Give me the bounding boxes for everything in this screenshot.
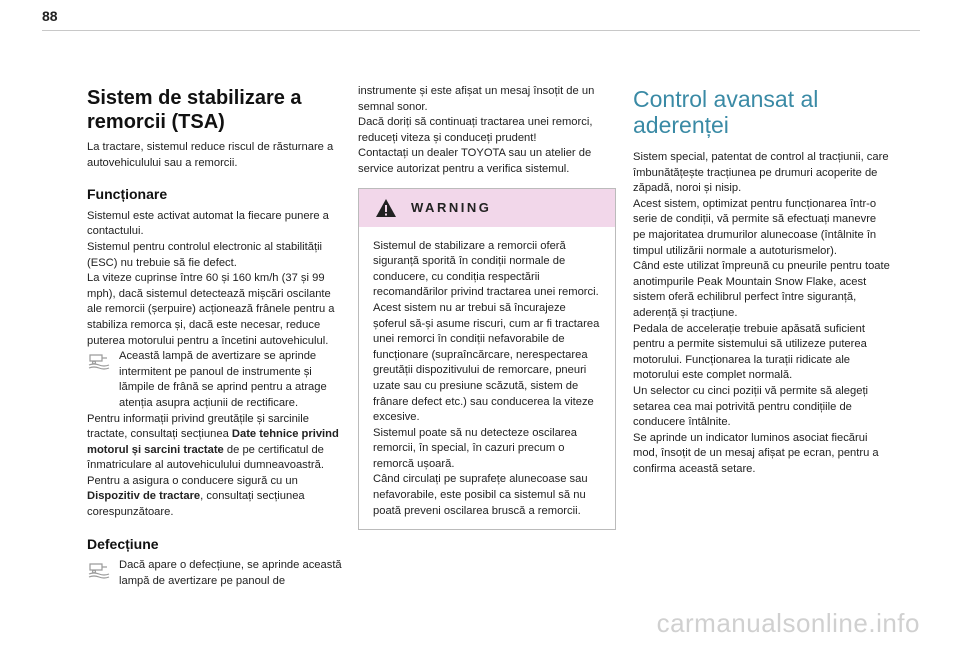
column-1 [87, 86, 345, 589]
column-2 [358, 84, 616, 530]
lamp-note [87, 349, 345, 411]
text-run: Pentru a asigura o conducere sigură cu un [87, 474, 298, 487]
warning-header [359, 189, 615, 227]
heading-defectiune: Defecțiune [87, 535, 159, 552]
paragraph: La viteze cuprinse între 60 și 160 km/h (37 și 99 mph), dacă sistemul detectează mișcări oscilante ale remorcii (șerpuire) acționează frânele pentru a stabiliza remorca și, dacă este necesar, reduce puterea motorului pentru a încetini autovehiculul. [87, 272, 335, 347]
paragraph: Dacă doriți să continuați tractarea unei remorci, reduceți viteza și conduceți prudent! [358, 116, 593, 144]
paragraph: Sistemul pentru controlul electronic al stabilității (ESC) nu trebuie să fie defect. [87, 240, 323, 269]
section-title-tsa: Sistem de stabilizare a remorcii (TSA) [87, 87, 302, 133]
paragraph: Se aprinde un indicator luminos asociat fiecărui mod, însoțit de un mesaj afișat pe ecran, pentru a confirma această setare. [633, 431, 879, 475]
paragraph: Un selector cu cinci poziții vă permite să alegeți setarea cea mai potrivită pentru condițiile de conducere întâlnite. [633, 384, 869, 429]
paragraph [87, 412, 345, 474]
column-3 [633, 86, 891, 477]
paragraph: instrumente și este afișat un mesaj însoțit de un semnal sonor. [358, 85, 595, 113]
warning-triangle-icon [375, 198, 397, 218]
warning-body [359, 227, 615, 530]
paragraph: Pedala de accelerație trebuie apăsată suficient pentru a permite sistemului să utilizeze puterea motorului. Funcționarea la turații ridicate ale motorului este complet normală. [633, 322, 867, 382]
paragraph: Acest sistem, optimizat pentru funcționarea într-o serie de condiții, vă permite să efectuați manevre pe majoritatea drumurilor alunecoase (întâlnite în timpul utilizării normale a autoturismelor). [633, 197, 877, 257]
warning-paragraph: Când circulați pe suprafețe alunecoase sau nefavorabile, este posibil ca sistemul să nu poată preveni oscilarea bruscă a remorcii. [373, 473, 588, 517]
warning-paragraph: Sistemul poate să nu detecteze oscilarea remorcii, în special, în cazuri precum o remorcă ușoară. [373, 426, 577, 470]
paragraph: Sistem special, patentat de control al tracțiunii, care îmbunătățește tracțiunea pe drumuri acoperite de zăpadă, noroi și nisip. [633, 151, 889, 195]
text-run: Pentru informații privind greutățile și sarcinile tractate, consultați secțiunea [87, 412, 309, 441]
intro-text: La tractare, sistemul reduce riscul de răsturnare a autovehiculului sau a remorcii. [87, 141, 334, 169]
reference-bold: Dispozitiv de tractare [87, 490, 201, 503]
paragraph [87, 474, 345, 521]
warning-title: WARNING [411, 199, 492, 215]
heading-functionare: Funcționare [87, 186, 168, 203]
text-run: , consultați secțiunea corespunzătoare. [87, 490, 305, 519]
reference-bold: Date tehnice privind motorul și sarcini tractate [87, 428, 339, 456]
defect-note-text: Dacă apare o defecțiune, se aprinde această lampă de avertizare pe panoul de [119, 559, 342, 587]
trailer-stability-warning-icon [87, 560, 111, 580]
text-run: de pe certificatul de înmatriculare al autovehiculului dumneavoastră. [87, 443, 324, 472]
warning-box [358, 188, 616, 531]
paragraph: Când este utilizat împreună cu pneurile pentru toate anotimpurile Peak Mountain Snow Flake, acest sistem oferă echilibrul perfect între siguranță, aderență și tracțiune. [633, 260, 890, 319]
header-rule [42, 30, 920, 31]
section-title-advanced-grip: Control avansat al aderenței [633, 86, 819, 138]
trailer-stability-warning-icon [87, 351, 111, 371]
paragraph: Sistemul este activat automat la fiecare punere a contactului. [87, 209, 329, 238]
warning-paragraph: Sistemul de stabilizare a remorcii oferă siguranță sporită în condiții normale de conducere, cu condiția respectării recomandărilor privind tractarea unei remorci. [373, 239, 599, 299]
watermark: carmanualsonline.info [656, 608, 920, 638]
defect-note [87, 558, 345, 589]
lamp-note-text: Această lampă de avertizare se aprinde intermitent pe panoul de instrumente și lămpile de frână se aprind pentru a atrage atenția asupra acțiunii de rectificare. [119, 350, 327, 409]
warning-paragraph: Acest sistem nu ar trebui să încurajeze șoferul să-și asume riscuri, cum ar fi tractarea unei remorci în condiții nefavorabile de funcționare (supraîncărcare, nerespectarea greutății dispozitivului de remorcare, pneuri uzate sau cu presiune scăzută, sistem de frânare defect etc.) sau conducerea la viteze excesive. [373, 301, 600, 424]
paragraph: Contactați un dealer TOYOTA sau un atelier de service autorizat pentru a verifica sistemul. [358, 147, 592, 175]
page-number: 88 [42, 8, 58, 24]
